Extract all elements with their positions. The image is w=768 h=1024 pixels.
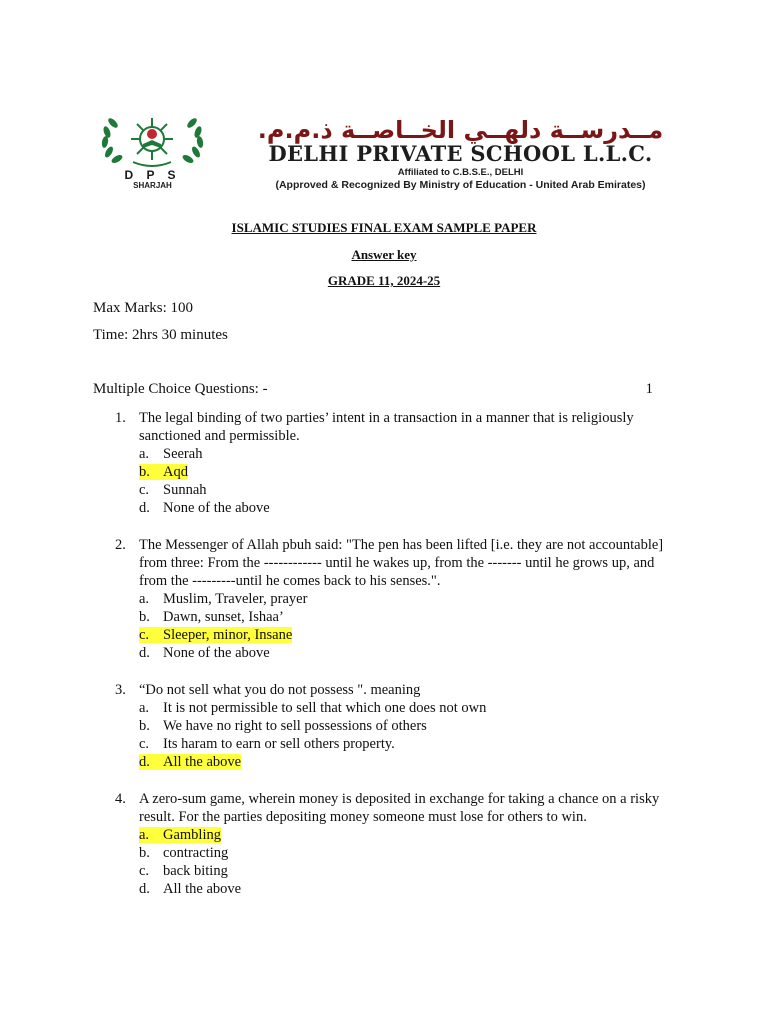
approval-note: (Approved & Recognized By Ministry of Education - United Arab Emirates): [275, 179, 646, 191]
option-d: d. None of the above: [139, 500, 270, 516]
option-b: b. Dawn, sunset, Ishaa’: [139, 609, 284, 625]
section-title: Multiple Choice Questions: -: [93, 381, 268, 397]
exam-title: ISLAMIC STUDIES FINAL EXAM SAMPLE PAPER: [231, 220, 537, 235]
question-number: 4.: [115, 791, 126, 807]
wreath-emblem-icon: [95, 112, 210, 172]
option-c-answer: c. Sleeper, minor, Insane: [139, 627, 293, 643]
school-logo: [95, 112, 210, 194]
question-number: 3.: [115, 682, 126, 698]
exam-time: Time: 2hrs 30 minutes: [93, 327, 228, 343]
question-text: “Do not sell what you do not possess ". meaning: [139, 682, 421, 698]
question-2: [115, 536, 675, 662]
option-a: a. Seerah: [139, 446, 203, 462]
option-c: c. Its haram to earn or sell others property.: [139, 736, 395, 752]
question-text: The Messenger of Allah pbuh said: "The pen has been lifted [i.e. they are not accountable] from three: From the ------------ until he wakes up, from the ------- until he grows up, and from the ---------until he comes back to his senses.".: [139, 537, 664, 589]
school-name-arabic: مــدرســة دلهــي الخــاصــة ذ.م.م.: [257, 116, 664, 144]
section-marks: 1: [645, 381, 653, 397]
option-b: b. We have no right to sell possessions of others: [139, 718, 427, 734]
answer-key-label: Answer key: [351, 247, 417, 262]
grade-label: GRADE 11, 2024-25: [327, 273, 441, 288]
question-4: [115, 790, 675, 898]
option-a: a. Muslim, Traveler, prayer: [139, 591, 308, 607]
option-list: [139, 445, 675, 517]
letterhead: [95, 112, 695, 194]
question-text: A zero-sum game, wherein money is deposited in exchange for taking a chance on a risky result. For the parties depositing money someone must lose for others to win.: [139, 791, 660, 825]
option-c: c. back biting: [139, 863, 228, 879]
option-b-answer: b. Aqd: [139, 464, 188, 480]
option-a-answer: a. Gambling: [139, 827, 221, 843]
option-list: [139, 699, 675, 771]
option-list: [139, 826, 675, 898]
question-number: 1.: [115, 410, 126, 426]
section-heading: [93, 381, 653, 398]
question-3: [115, 681, 675, 771]
school-name: DELHI PRIVATE SCHOOL L.L.C.: [268, 141, 653, 166]
option-d: d. None of the above: [139, 645, 270, 661]
option-list: [139, 590, 675, 662]
question-number: 2.: [115, 537, 126, 553]
option-b: b. contracting: [139, 845, 229, 861]
logo-initials: D P S: [124, 168, 181, 182]
option-c: c. Sunnah: [139, 482, 207, 498]
max-marks: Max Marks: 100: [93, 300, 193, 316]
affiliation: Affiliated to C.B.S.E., DELHI: [397, 167, 524, 178]
question-text: The legal binding of two parties’ intent in a transaction in a manner that is religiously sanctioned and permissible.: [139, 410, 634, 444]
logo-city: SHARJAH: [133, 181, 172, 190]
option-d: d. All the above: [139, 881, 242, 897]
question-1: [115, 409, 675, 517]
option-d-answer: d. All the above: [139, 754, 242, 770]
option-a: a. It is not permissible to sell that which one does not own: [139, 700, 487, 716]
